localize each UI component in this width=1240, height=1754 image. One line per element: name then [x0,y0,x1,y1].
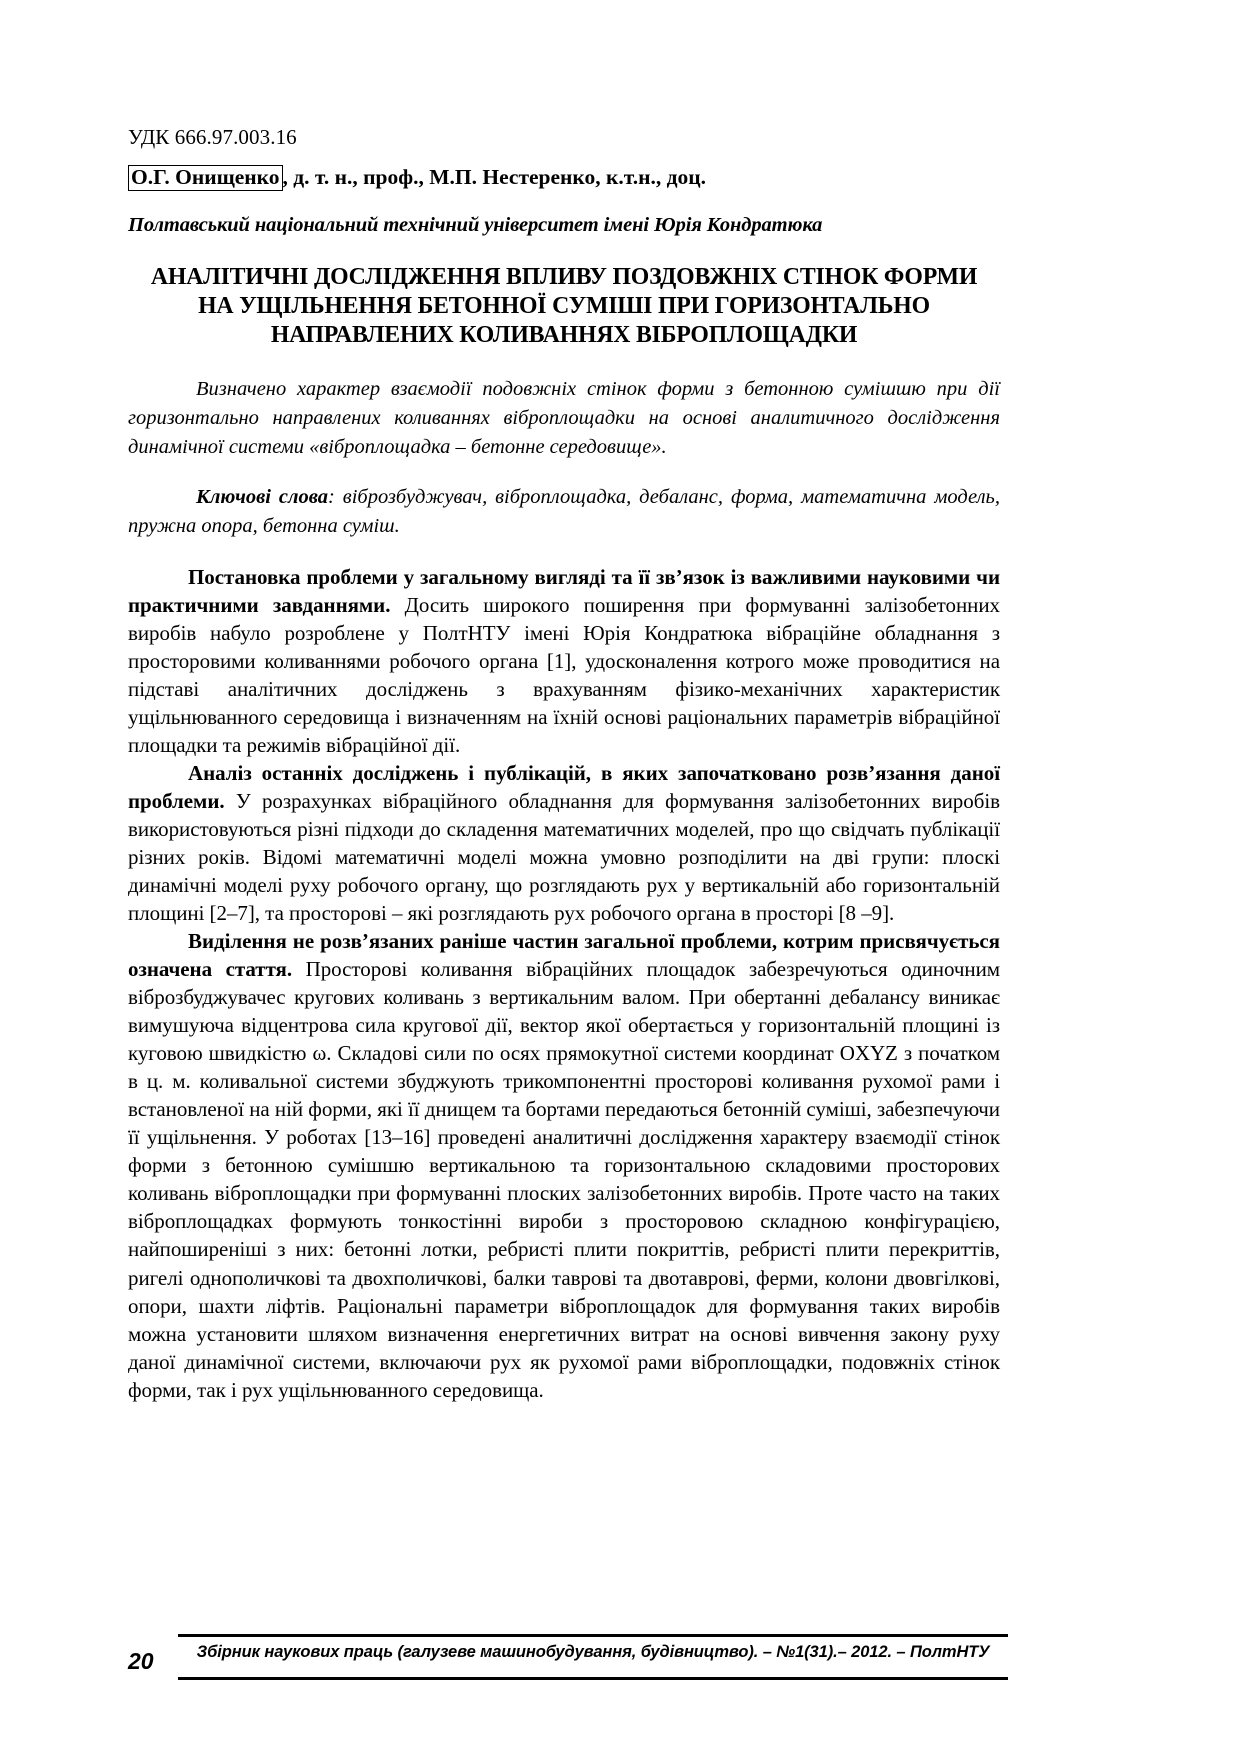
page-content [128,0,1000,1404]
keywords-paragraph [128,483,1000,541]
paragraph-lead-2: Аналіз останніх досліджень і публікацій, в яких започатковано розв’язання даної проблеми. [128,760,1000,813]
keywords-separator: : [328,485,343,508]
boxed-author-name: О.Г. Онищенко [128,165,283,191]
page-title: АНАЛІТИЧНІ ДОСЛІДЖЕННЯ ВПЛИВУ ПОЗДОВЖНІХ СТІНОК ФОРМИ НА УЩІЛЬНЕННЯ БЕТОННОЇ СУМІШІ ПРИ ГОРИЗОНТАЛЬНО НАПРАВЛЕНИХ КОЛИВАННЯХ ВІБРОПЛОЩАДКИ [150,263,978,348]
keywords-label: Ключові слова [196,485,329,508]
footer-citation: Збірник наукових праць (галузеве машинобудування, будівництво). – №1(31).– 2012. – ПолтНТУ [196,1643,990,1661]
author-line [128,165,1000,191]
body-paragraph-2 [128,759,1000,927]
paragraph-body-1: Досить широкого поширення при формуванні залізобетонних виробів набуло розроблене у ПолтНТУ імені Юрія Кондратюка вібраційне обладнання з просторовими коливаннями робочого органа [1], удосконалення котрого може проводитися на підставі аналітичних досліджень з врахуванням фізико-механічних характеристик ущільнюванного середовища і визначенням на їхній основі раціональних параметрів вібраційної площадки та режимів вібраційної дії. [128,592,1000,757]
author-credentials: , д. т. н., проф., М.П. Нестеренко, к.т.н., доц. [282,165,707,190]
udc-code: УДК 666.97.003.16 [128,125,297,149]
body-paragraph-3 [128,927,1000,1404]
paragraph-body-3: Просторові коливання вібраційних площадок забезречуються одиночним віброзбуджувачес кругових коливань з вертикальним валом. При обертанні дебалансу виникає вимушуюча відцентрова сила кругової дії, вектор якої обертається у горизонтальній площині із куговою швидкістю ω. Складові сили по осях прямокутної системи координат OXYZ з початком в ц. м. коливальної системи збуджують трикомпонентні просторові коливання рухомої рами і встановленої на ній форми, які її днищем та бортами передаються бетонній суміші, забезпечуючи її ущільнення. У роботах [13–16] проведені аналитичні дослідження характеру взаємодії стінок форми з бетонною сумішшю вертикальною та горизонтальною складовими просторових коливань віброплощадки при формуванні плоских залізобетонних виробів. Проте часто на таких віброплощадках формують тонкостінні вироби з просторовою складною конфігурацією, найпоширеніші з них: бетонні лотки, ребристі плити покриттів, ребристі плити перекриттів, ригелі однополичкові та двохполичкові, балки таврові та двотаврові, ферми, колони двовгілкові, опори, шахти ліфтів. Раціональні параметри віброплощадок для формування таких виробів можна установити шляхом визначення енергетичних витрат на основі вивчення закону руху даної динамічної системи, включаючи рух як рухомої рами віброплощадки, подовжніх стінок форми, так і рух ущільнюванного середовища. [128,957,1000,1402]
paragraph-lead-3: Виділення не розв’язаних раніше частин загальної проблеми, котрим присвячується означена стаття. [128,929,1000,982]
body-text [128,563,1000,1404]
page-number: 20 [128,1648,154,1674]
paragraph-lead-1: Постановка проблеми у загальному вигляді та її зв’язок із важливими науковими чи практичними завданнями. [128,564,1000,617]
keywords-list: віброзбуджувач, віброплощадка, дебаланс, форма, математична модель, пружна опора, бетонна суміш. [128,485,1000,537]
body-paragraph-1 [128,563,1000,759]
page-footer [128,1634,1008,1694]
paragraph-body-2: У розрахунках вібраційного обладнання для формування залізобетонних виробів використовуються різні підходи до складення математичних моделей, про що свідчать публікації різних років. Відомі математичні моделі можна умовно розподілити на дві групи: плоскі динамічні моделі руху робочого органу, що розглядають рух у вертикальній або горизонтальній площині [2–7], та просторові – які розглядають рух робочого органа в просторі [8 –9]. [128,788,1000,926]
abstract-paragraph: Визначено характер взаємодії подовжніх стінок форми з бетонною сумішшю при дії горизонтально направлених коливаннях віброплощадки на основі аналитичного дослідження динамічної системи «віброплощадка – бетонне середовище». [128,378,1000,459]
affiliation: Полтавський національний технічний університет імені Юрія Кондратюка [128,213,823,236]
